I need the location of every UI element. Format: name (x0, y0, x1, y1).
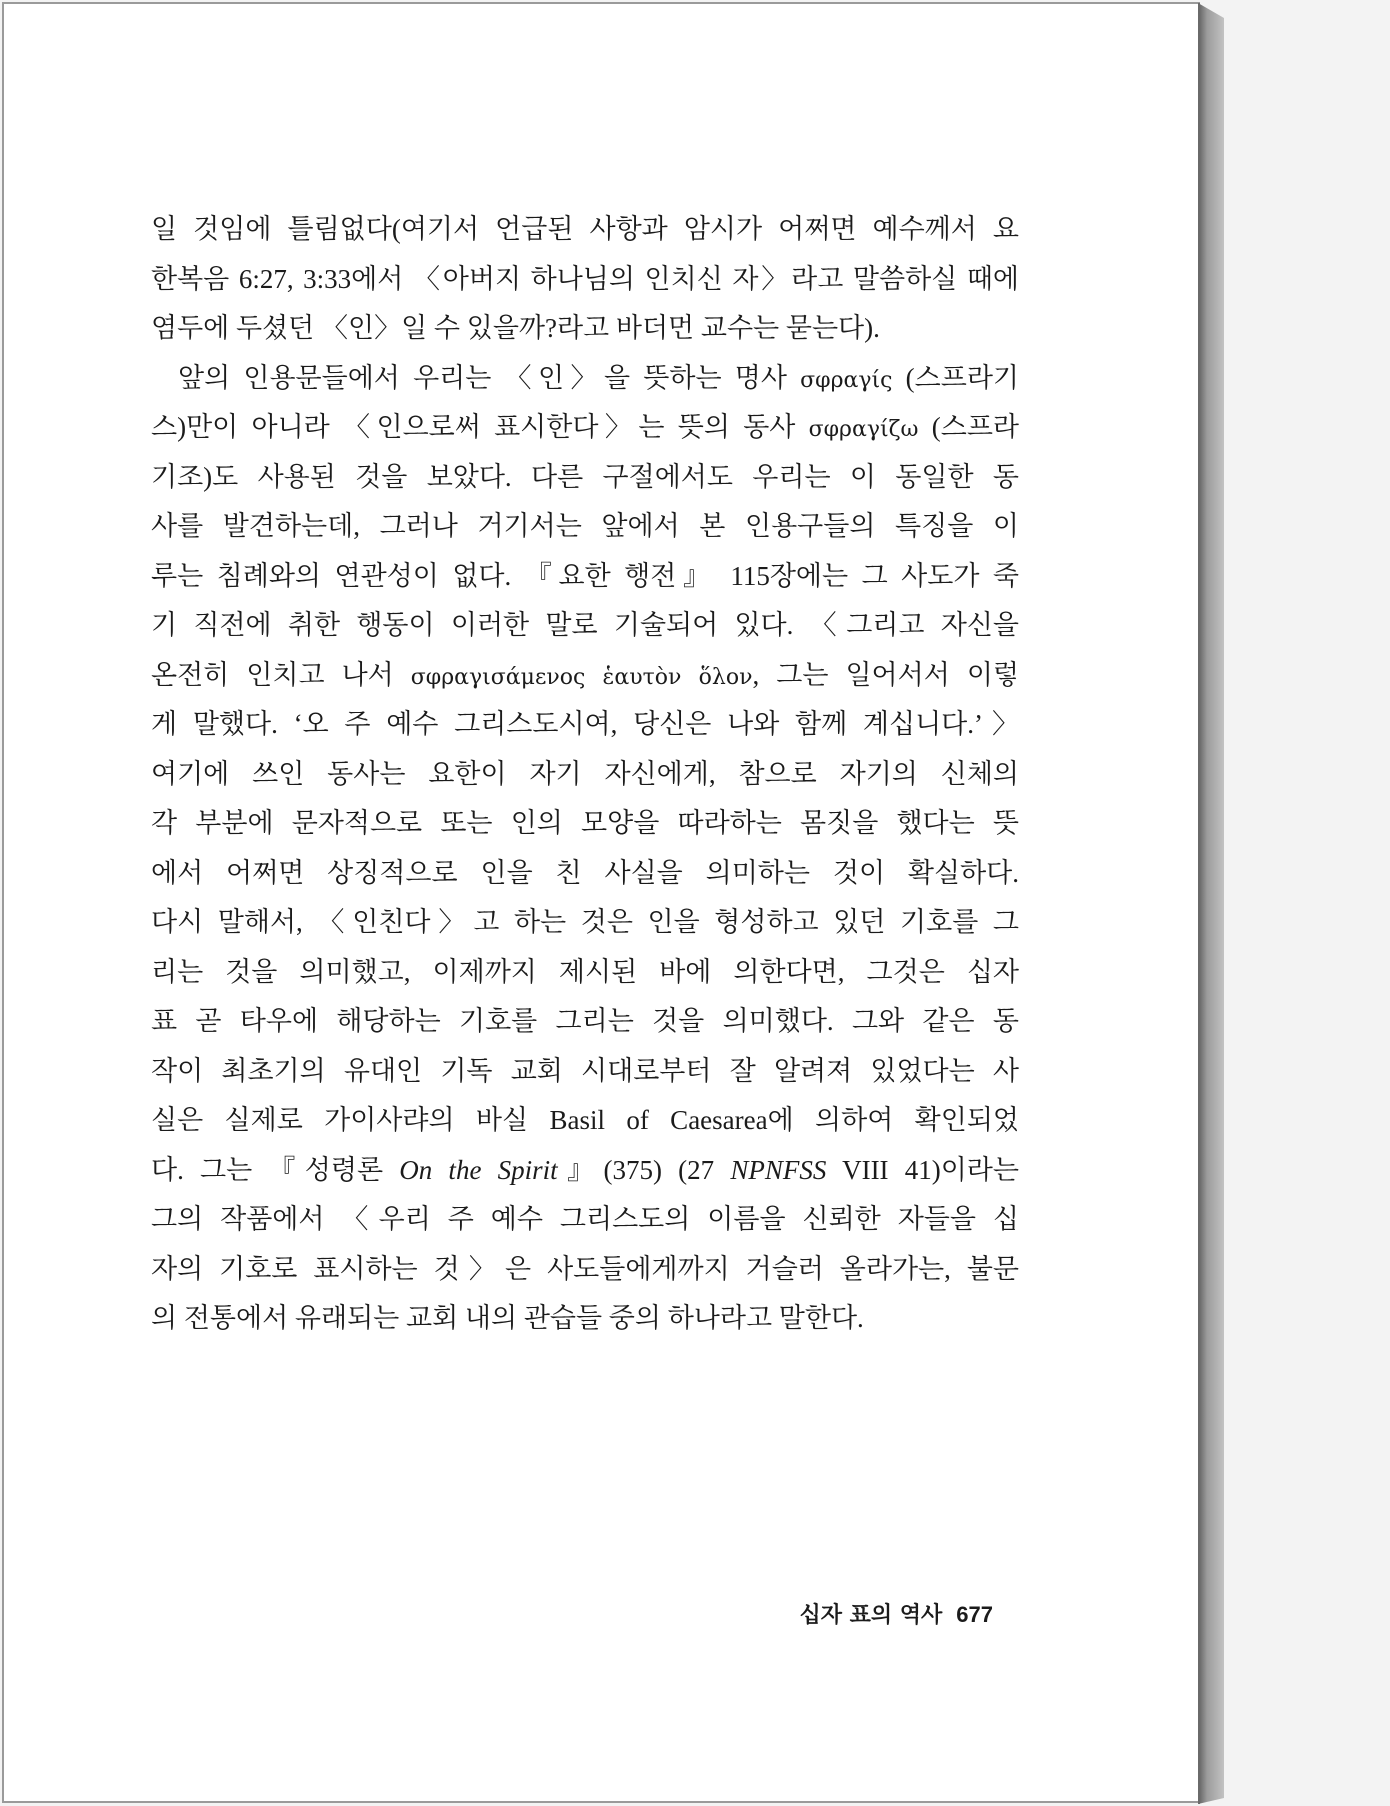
italic-abbreviation: NPNFSS (730, 1154, 827, 1185)
text-line (151, 403, 1019, 453)
text-line (151, 1195, 1019, 1245)
line-text: 그의 작품에서 〈우리 주 예수 그리스도의 이름을 신뢰한 자들을 십 (151, 1204, 1019, 1234)
line-text: (스프라기 (892, 362, 1019, 393)
italic-title: On the Spirit (399, 1154, 558, 1185)
text-line (151, 255, 1019, 305)
text-line (151, 750, 1019, 800)
text-line (151, 898, 1019, 948)
paragraph (151, 205, 1019, 354)
text-line (151, 502, 1019, 552)
page-footer (693, 1599, 993, 1632)
greek-term: σφραγίς (800, 367, 893, 393)
text-line (151, 1146, 1019, 1196)
text-line (151, 354, 1019, 404)
line-text: 리는 것을 의미했고, 이제까지 제시된 바에 의한다면, 그것은 십자 (151, 956, 1019, 987)
text-line (151, 453, 1019, 503)
line-text: 』(375) (27 (557, 1154, 731, 1185)
page-number: 677 (956, 1602, 993, 1627)
greek-term: σφραγίζω (808, 417, 919, 442)
text-line (151, 700, 1019, 750)
line-text: 에서 어쩌면 상징적으로 인을 친 사실을 의미하는 것이 확실하다. (151, 857, 1019, 888)
line-text: 기조)도 사용된 것을 보았다. 다른 구절에서도 우리는 이 동일한 동 (151, 461, 1019, 492)
line-text: 사를 발견하는데, 그러나 거기서는 앞에서 본 인용구들의 특징을 이 (151, 511, 1019, 541)
body-text (151, 205, 1019, 1344)
line-text: 앞의 인용문들에서 우리는 〈인〉을 뜻하는 명사 (178, 362, 801, 393)
text-line (151, 651, 1019, 701)
line-text: 루는 침례와의 연관성이 없다. 『요한 행전』 115장에는 그 사도가 죽 (151, 560, 1019, 591)
line-text: 게 말했다. ‘오 주 예수 그리스도시여, 당신은 나와 함께 계십니다.’〉 (151, 709, 1019, 739)
text-line (151, 997, 1019, 1047)
line-text: 다. 그는 『성령론 (151, 1154, 400, 1185)
text-line (151, 304, 1019, 354)
text-line (151, 1096, 1019, 1146)
line-text: 다시 말해서, 〈인친다〉고 하는 것은 인을 형성하고 있던 기호를 그 (151, 907, 1019, 937)
line-text: 온전히 인치고 나서 (151, 659, 411, 690)
text-line (151, 849, 1019, 899)
line-text: 자의 기호로 표시하는 것〉은 사도들에게까지 거슬러 올라가는, 불문 (151, 1253, 1019, 1284)
line-text: 여기에 쓰인 동사는 요한이 자기 자신에게, 참으로 자기의 신체의 (151, 758, 1019, 789)
line-text: 일 것임에 틀림없다(여기서 언급된 사항과 암시가 어쩌면 예수께서 요 (151, 214, 1019, 244)
line-text: 스)만이 아니라 〈인으로써 표시한다〉는 뜻의 동사 (151, 412, 809, 442)
line-text: VIII 41)이라는 (826, 1154, 1019, 1185)
book-page (2, 2, 1200, 1803)
text-line (151, 799, 1019, 849)
running-title: 십자 표의 역사 (799, 1603, 943, 1628)
text-line (151, 1294, 1019, 1344)
text-line (151, 552, 1019, 602)
text-line (151, 1245, 1019, 1295)
line-text: 작이 최초기의 유대인 기독 교회 시대로부터 잘 알려져 있었다는 사 (151, 1055, 1019, 1086)
line-text: 각 부분에 문자적으로 또는 인의 모양을 따라하는 몸짓을 했다는 뜻 (151, 808, 1019, 838)
line-text: 기 직전에 취한 행동이 이러한 말로 기술되어 있다. 〈그리고 자신을 (151, 610, 1019, 640)
line-text: 표 곧 타우에 해당하는 기호를 그리는 것을 의미했다. 그와 같은 동 (151, 1006, 1019, 1036)
greek-term: σφραγισάμενος ἑαυτὸν ὅλον (410, 664, 753, 690)
paragraph (151, 354, 1019, 1344)
line-text: 한복음 6:27, 3:33에서 〈아버지 하나님의 인치신 자〉라고 말씀하실 때에 (151, 263, 1019, 294)
line-text: , 그는 일어서서 이렇 (752, 659, 1020, 690)
text-line (151, 601, 1019, 651)
line-text: 염두에 두셨던 〈인〉일 수 있을까?라고 바더먼 교수는 묻는다). (151, 313, 880, 343)
text-line (151, 1047, 1019, 1097)
line-text: 의 전통에서 유래되는 교회 내의 관습들 중의 하나라고 말한다. (151, 1303, 864, 1333)
line-text: (스프라 (918, 412, 1019, 442)
line-text: 실은 실제로 가이사랴의 바실 Basil of Caesarea에 의하여 확인되었 (151, 1105, 1019, 1135)
text-line (151, 948, 1019, 998)
page-thickness (1198, 3, 1224, 1804)
text-line (151, 205, 1019, 255)
